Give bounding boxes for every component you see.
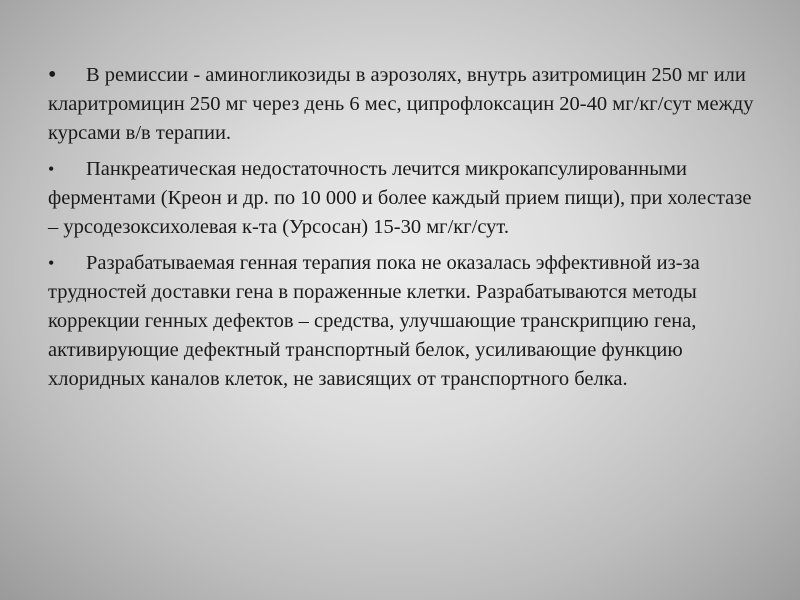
slide-body (48, 60, 760, 399)
paragraph-remission (48, 60, 760, 148)
paragraph-gene-therapy (48, 249, 760, 394)
paragraph-text: Панкреатическая недостаточность лечится микрокапсулированными ферментами (Креон и др. по 10 000 и более каждый прием пищи), при холестазе – урсодезоксихолевая к-та (Урсосан) 15-30 мг/кг/сут. (48, 158, 752, 238)
paragraph-text: В ремиссии - аминогликозиды в аэрозолях, внутрь азитромицин 250 мг или кларитромицин 250 мг через день 6 мес, ципрофлоксацин 20-40 мг/кг/сут между курсами в/в терапии. (48, 64, 754, 144)
bullet-icon: • (48, 253, 55, 273)
paragraph-pancreatic (48, 155, 760, 242)
bullet-icon: • (48, 159, 55, 179)
paragraph-text: Разрабатываемая генная терапия пока не оказалась эффективной из-за трудностей доставки гена в пораженные клетки. Разрабатываются методы коррекции генных дефектов – средства, улучшающие транскрипцию гена, активирующие дефектный транспортный белок, усиливающие функцию хлоридных каналов клеток, не зависящих от транспортного белка. (48, 252, 700, 390)
bullet-icon: • (48, 62, 57, 88)
